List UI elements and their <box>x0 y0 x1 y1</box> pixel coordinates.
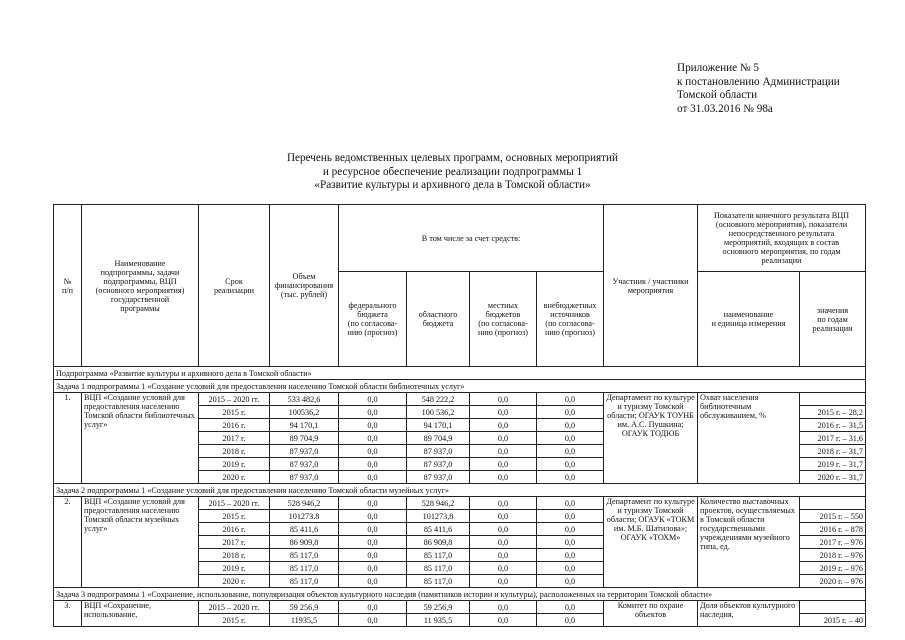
volume-cell: 533 482,6 <box>270 393 339 406</box>
period-cell: 2018 г. <box>199 549 270 562</box>
local-cell: 0,0 <box>470 575 537 588</box>
local-cell: 0,0 <box>470 432 537 445</box>
appendix-line: к постановлению Администрации <box>677 75 840 88</box>
federal-cell: 0,0 <box>339 497 407 510</box>
indicator-value-cell: 2020 г. – 31,7 <box>800 471 866 484</box>
volume-cell: 87 937,0 <box>270 458 339 471</box>
extra-cell: 0,0 <box>537 432 604 445</box>
extra-cell: 0,0 <box>537 601 604 614</box>
period-cell: 2015 – 2020 гг. <box>199 601 270 614</box>
header-name: Наименование подпрограммы, задачи подпрограммы, ВЦП (основного мероприятия) государственной программы <box>82 205 199 367</box>
volume-cell: 101273.8 <box>270 510 339 523</box>
federal-cell: 0,0 <box>339 549 407 562</box>
header-federal: федерального бюджета (по согласова- нию (прогноз) <box>339 272 407 367</box>
row-num: 1. <box>54 393 82 484</box>
indicator-name-cell: Охват населения библиотечным обслуживанием, % <box>698 393 800 484</box>
title-line: «Развитие культуры и архивного дела в Томской области» <box>314 179 591 192</box>
volume-cell: 94 170,1 <box>270 419 339 432</box>
volume-cell: 85 411,6 <box>270 523 339 536</box>
local-cell: 0,0 <box>470 510 537 523</box>
task-row <box>54 484 866 497</box>
regional-cell: 85 117,0 <box>407 549 470 562</box>
local-cell: 0,0 <box>470 406 537 419</box>
volume-cell: 85 117,0 <box>270 562 339 575</box>
extra-cell: 0,0 <box>537 406 604 419</box>
regional-cell: 85 411,6 <box>407 523 470 536</box>
regional-cell: 86 909,8 <box>407 536 470 549</box>
extra-cell: 0,0 <box>537 458 604 471</box>
volume-cell: 87 937,0 <box>270 471 339 484</box>
program-name: ВЦП «Создание условий для предоставления населению Томской области библиотечных услуг» <box>82 393 199 484</box>
extra-cell: 0,0 <box>537 445 604 458</box>
title-line: Перечень ведомственных целевых программ, основных мероприятий <box>286 152 619 164</box>
extra-cell: 0,0 <box>537 575 604 588</box>
extra-cell: 0,0 <box>537 471 604 484</box>
volume-cell: 100536,2 <box>270 406 339 419</box>
federal-cell: 0,0 <box>339 445 407 458</box>
federal-cell: 0,0 <box>339 575 407 588</box>
header-indicator-values: значения по годам реализации <box>800 272 866 367</box>
volume-cell: 86 909,8 <box>270 536 339 549</box>
row-num: 3. <box>54 601 82 627</box>
indicator-value-cell: 2017 г. – 976 <box>800 536 866 549</box>
indicator-value-cell: 2015 г. – 40 <box>800 614 866 627</box>
header-participant: Участник / участники мероприятия <box>604 205 698 367</box>
indicator-value-cell: 2020 г. – 976 <box>800 575 866 588</box>
indicator-value-cell: 2018 г. – 31,7 <box>800 445 866 458</box>
indicator-value-cell <box>800 497 866 510</box>
title-line: и ресурсное обеспечение реализации подпрограммы 1 <box>322 165 583 178</box>
task-label: Задача 1 подпрограммы 1 «Создание условий для предоставления населению Томской области библиотечных услуг» <box>54 380 866 393</box>
period-cell: 2020 г. <box>199 575 270 588</box>
period-cell: 2019 г. <box>199 458 270 471</box>
local-cell: 0,0 <box>470 614 537 627</box>
program-name: ВЦП «Сохранение, использование, <box>82 601 199 627</box>
program-name: ВЦП «Создание условий для предоставления населению Томской области музейных услуг» <box>82 497 199 588</box>
local-cell: 0,0 <box>470 393 537 406</box>
header-regional: областного бюджета <box>407 272 470 367</box>
participant-cell: Департамент по культуре и туризму Томской области; ОГАУК «ТОКМ им. М.Б. Шатилова»; ОГАУК «ТОХМ» <box>604 497 698 588</box>
period-cell: 2020 г. <box>199 471 270 484</box>
table-row <box>54 601 866 614</box>
volume-cell: 85 117,0 <box>270 549 339 562</box>
extra-cell: 0,0 <box>537 562 604 575</box>
federal-cell: 0,0 <box>339 614 407 627</box>
indicator-value-cell: 2016 г. – 878 <box>800 523 866 536</box>
volume-cell: 87 937,0 <box>270 445 339 458</box>
volume-cell: 59 256,9 <box>270 601 339 614</box>
indicator-name-cell: Доля объектов культурного наследия, <box>698 601 800 627</box>
regional-cell: 87 937,0 <box>407 458 470 471</box>
extra-cell: 0,0 <box>537 393 604 406</box>
period-cell: 2017 г. <box>199 536 270 549</box>
task-label: Задача 3 подпрограммы 1 «Сохранение, использование, популяризация объектов культурного наследия (памятников истории и культуры), расположенных на территории Томской области» <box>54 588 866 601</box>
local-cell: 0,0 <box>470 497 537 510</box>
header-indicator-name: наименование и единица измерения <box>698 272 800 367</box>
period-cell: 2016 г. <box>199 419 270 432</box>
header-volume: Объем финансирования (тыс. рублей) <box>270 205 339 367</box>
regional-cell: 548 222,2 <box>407 393 470 406</box>
regional-cell: 85 117,0 <box>407 575 470 588</box>
document-title <box>0 152 905 193</box>
extra-cell: 0,0 <box>537 536 604 549</box>
extra-cell: 0,0 <box>537 614 604 627</box>
appendix-line: Томской области <box>677 89 758 102</box>
local-cell: 0,0 <box>470 523 537 536</box>
indicator-value-cell <box>800 393 866 406</box>
local-cell: 0,0 <box>470 601 537 614</box>
header-num: № п/п <box>54 205 82 367</box>
regional-cell: 59 256,9 <box>407 601 470 614</box>
extra-cell: 0,0 <box>537 497 604 510</box>
regional-cell: 11 935,5 <box>407 614 470 627</box>
local-cell: 0,0 <box>470 471 537 484</box>
period-cell: 2015 г. <box>199 406 270 419</box>
period-cell: 2016 г. <box>199 523 270 536</box>
task-label: Задача 2 подпрограммы 1 «Создание условий для предоставления населению Томской области музейных услуг» <box>54 484 866 497</box>
indicator-value-cell: 2015 г. – 28,2 <box>800 406 866 419</box>
federal-cell: 0,0 <box>339 523 407 536</box>
period-cell: 2015 г. <box>199 510 270 523</box>
header-local: местных бюджетов (по согласова- нию (прогноз) <box>470 272 537 367</box>
period-cell: 2017 г. <box>199 432 270 445</box>
volume-cell: 11935,5 <box>270 614 339 627</box>
period-cell: 2015 г. <box>199 614 270 627</box>
volume-cell: 89 704,9 <box>270 432 339 445</box>
federal-cell: 0,0 <box>339 432 407 445</box>
federal-cell: 0,0 <box>339 406 407 419</box>
federal-cell: 0,0 <box>339 419 407 432</box>
appendix-line: от 31.03.2016 № 98а <box>677 102 773 115</box>
indicator-value-cell: 2019 г. – 31,7 <box>800 458 866 471</box>
local-cell: 0,0 <box>470 549 537 562</box>
subprogram-label: Подпрограмма «Развитие культуры и архивного дела в Томской области» <box>54 367 866 380</box>
federal-cell: 0,0 <box>339 536 407 549</box>
table-row <box>54 497 866 510</box>
subprogram-row <box>54 367 866 380</box>
header-indicators: Показатели конечного результата ВЦП (основного мероприятия), показатели непосредственного результата мероприятий, входящих в состав основного мероприятия, по годам реализации <box>698 205 866 272</box>
federal-cell: 0,0 <box>339 458 407 471</box>
extra-cell: 0,0 <box>537 419 604 432</box>
volume-cell: 528 946,2 <box>270 497 339 510</box>
table-body <box>54 367 866 627</box>
regional-cell: 85 117,0 <box>407 562 470 575</box>
period-cell: 2019 г. <box>199 562 270 575</box>
participant-cell: Департамент по культуре и туризму Томской области; ОГАУК ТОУНБ им. А.С. Пушкина; ОГАУК ТОДЮБ <box>604 393 698 484</box>
local-cell: 0,0 <box>470 458 537 471</box>
indicator-value-cell <box>800 601 866 614</box>
regional-cell: 89 704,9 <box>407 432 470 445</box>
federal-cell: 0,0 <box>339 471 407 484</box>
local-cell: 0,0 <box>470 562 537 575</box>
federal-cell: 0,0 <box>339 601 407 614</box>
period-cell: 2015 – 2020 гг. <box>199 393 270 406</box>
table-row <box>54 393 866 406</box>
row-num: 2. <box>54 497 82 588</box>
volume-cell: 85 117,0 <box>270 575 339 588</box>
task-row <box>54 588 866 601</box>
program-table <box>53 204 866 627</box>
extra-cell: 0,0 <box>537 510 604 523</box>
indicator-value-cell: 2015 г. – 550 <box>800 510 866 523</box>
indicator-value-cell: 2019 г. – 976 <box>800 562 866 575</box>
appendix-block <box>677 62 840 116</box>
regional-cell: 101273,8 <box>407 510 470 523</box>
participant-cell: Комитет по охране объектов <box>604 601 698 627</box>
federal-cell: 0,0 <box>339 562 407 575</box>
task-row <box>54 380 866 393</box>
header-including: В том числе за счет средств: <box>339 205 604 272</box>
federal-cell: 0,0 <box>339 393 407 406</box>
regional-cell: 100 536,2 <box>407 406 470 419</box>
period-cell: 2018 г. <box>199 445 270 458</box>
federal-cell: 0,0 <box>339 510 407 523</box>
indicator-value-cell: 2018 г. – 976 <box>800 549 866 562</box>
indicator-value-cell: 2017 г. – 31,6 <box>800 432 866 445</box>
regional-cell: 87 937,0 <box>407 445 470 458</box>
header-period: Срок реализации <box>199 205 270 367</box>
local-cell: 0,0 <box>470 445 537 458</box>
extra-cell: 0,0 <box>537 549 604 562</box>
appendix-line: Приложение № 5 <box>677 62 759 74</box>
extra-cell: 0,0 <box>537 523 604 536</box>
header-extra: внебюджетных источников (по согласова- нию (прогноз) <box>537 272 604 367</box>
indicator-name-cell: Количество выставочных проектов, осуществляемых в Томской области государственными учреждениями музейного типа, ед. <box>698 497 800 588</box>
period-cell: 2015 – 2020 гг. <box>199 497 270 510</box>
regional-cell: 528 946,2 <box>407 497 470 510</box>
indicator-value-cell: 2016 г. – 31,5 <box>800 419 866 432</box>
local-cell: 0,0 <box>470 536 537 549</box>
local-cell: 0,0 <box>470 419 537 432</box>
regional-cell: 87 937,0 <box>407 471 470 484</box>
regional-cell: 94 170,1 <box>407 419 470 432</box>
